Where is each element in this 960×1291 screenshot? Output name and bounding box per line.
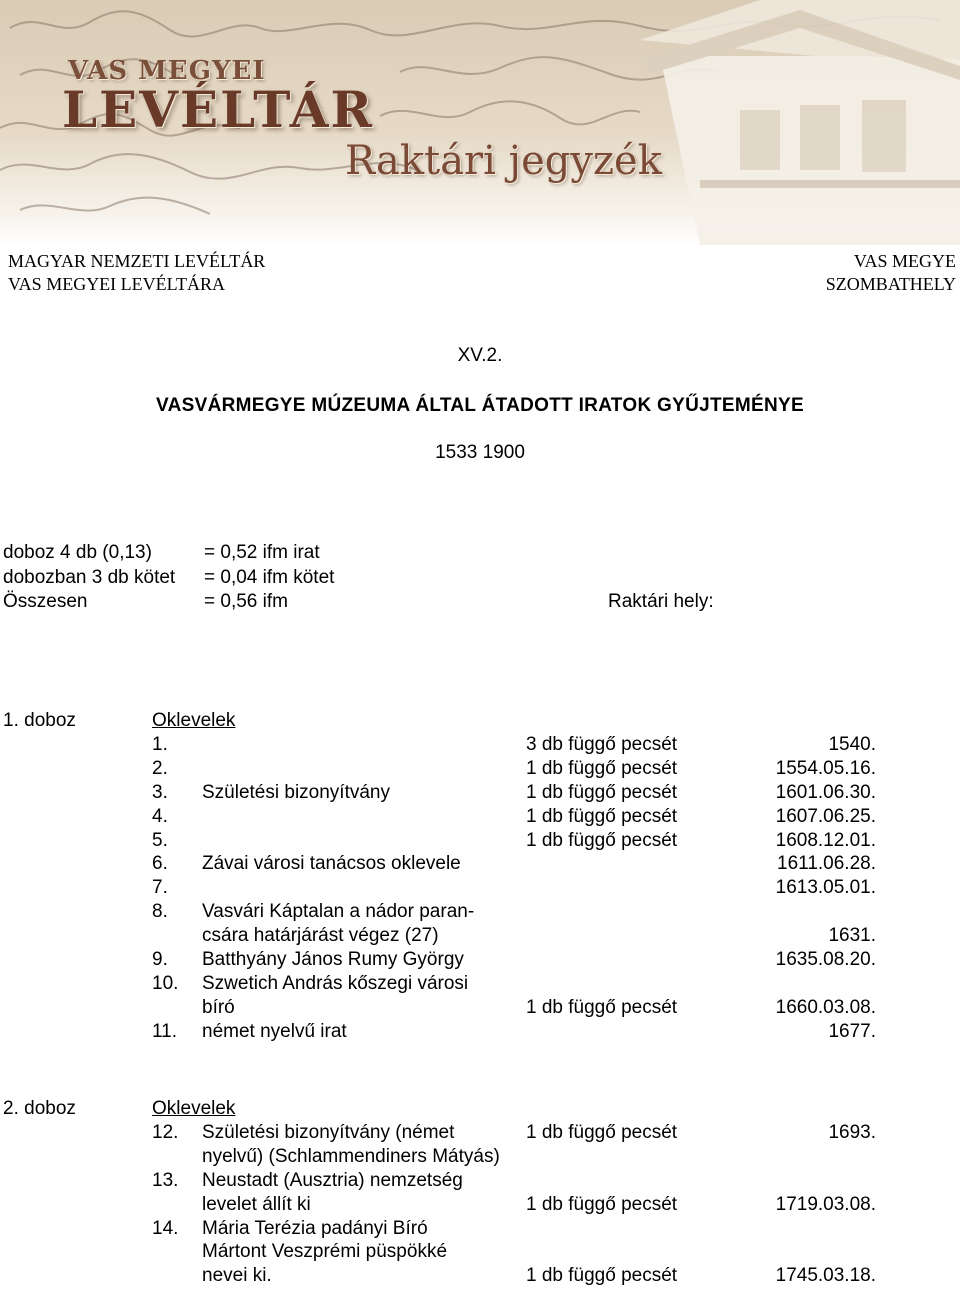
item-number: 12.	[152, 1121, 179, 1143]
item-seal: 3 db függő pecsét	[526, 733, 678, 755]
item-number: 2.	[152, 757, 168, 779]
item-date: 1608.12.01.	[775, 829, 876, 851]
item-description: német nyelvű irat	[202, 1020, 347, 1042]
item-date: 1719.03.08.	[775, 1193, 876, 1215]
item-date: 1745.03.18.	[775, 1265, 876, 1287]
item-number: 5.	[152, 829, 168, 851]
item-date: 1601.06.30.	[775, 781, 876, 803]
item-date: 1660.03.08.	[775, 996, 876, 1018]
banner	[0, 0, 960, 245]
header-org-line2: VAS MEGYEI LEVÉLTÁRA	[8, 274, 226, 294]
header-county: VAS MEGYE	[853, 251, 956, 271]
box-label: 2. doboz	[3, 1098, 76, 1119]
archive-logo-main: LEVÉLTÁR	[62, 80, 375, 139]
item-number: 14.	[152, 1217, 179, 1239]
item-number: 7.	[152, 877, 168, 899]
summary-value: = 0,04 ifm kötet	[204, 567, 335, 588]
header-org-line1: MAGYAR NEMZETI LEVÉLTÁR	[8, 251, 266, 271]
box-label: 1. doboz	[3, 710, 76, 731]
box-category: Oklevelek	[152, 710, 236, 731]
item-number: 1.	[152, 733, 168, 755]
item-date: 1693.	[828, 1121, 876, 1143]
item-description: Neustadt (Ausztria) nemzetség	[202, 1169, 463, 1191]
item-seal: 1 db függő pecsét	[526, 1193, 678, 1215]
item-description: bíró	[202, 996, 235, 1018]
item-description: csára határjárást végez (27)	[202, 925, 439, 947]
item-description: Születési bizonyítvány (német	[202, 1121, 455, 1143]
item-number: 6.	[152, 853, 168, 875]
item-description: nyelvű) (Schlammendiners Mátyás)	[202, 1145, 500, 1167]
item-date: 1613.05.01.	[775, 877, 876, 899]
item-seal: 1 db függő pecsét	[526, 805, 678, 827]
item-number: 3.	[152, 781, 168, 803]
summary-label: doboz 4 db (0,13)	[3, 542, 152, 563]
item-date: 1607.06.25.	[775, 805, 876, 827]
item-seal: 1 db függő pecsét	[526, 781, 678, 803]
storage-location-label: Raktári hely:	[608, 591, 714, 612]
item-seal: 1 db függő pecsét	[526, 757, 678, 779]
item-seal: 1 db függő pecsét	[526, 1265, 678, 1287]
item-number: 8.	[152, 901, 168, 923]
fonds-title: VASVÁRMEGYE MÚZEUMA ÁLTAL ÁTADOTT IRATOK GYŰJTEMÉNYE	[156, 395, 804, 416]
item-date: 1635.08.20.	[775, 949, 876, 970]
summary-label: Összesen	[3, 591, 88, 612]
item-date: 1540.	[828, 733, 876, 755]
item-number: 10.	[152, 972, 179, 994]
summary-value: = 0,56 ifm	[204, 591, 288, 612]
item-number: 9.	[152, 949, 168, 970]
item-date: 1611.06.28.	[777, 853, 876, 875]
header-city: SZOMBATHELY	[825, 274, 956, 294]
item-description: Závai városi tanácsos oklevele	[202, 853, 461, 875]
item-description: Vasvári Káptalan a nádor paran-	[202, 901, 475, 923]
fonds-years: 1533 1900	[435, 442, 525, 463]
item-date: 1677.	[828, 1020, 876, 1042]
item-description: Mária Terézia padányi Bíró	[202, 1217, 428, 1239]
item-number: 13.	[152, 1169, 179, 1191]
item-description: Mártont Veszprémi püspökké	[202, 1241, 448, 1263]
summary-value: = 0,52 ifm irat	[204, 542, 320, 563]
item-number: 11.	[152, 1020, 178, 1042]
item-date: 1631.	[828, 925, 876, 947]
item-seal: 1 db függő pecsét	[526, 829, 678, 851]
item-date: 1554.05.16.	[775, 757, 876, 779]
item-seal: 1 db függő pecsét	[526, 1121, 678, 1143]
item-seal: 1 db függő pecsét	[526, 996, 678, 1018]
item-description: nevei ki.	[202, 1265, 272, 1287]
item-description: Szwetich András kőszegi városi	[202, 972, 469, 994]
archive-logo-top: VAS MEGYEI	[68, 56, 266, 86]
item-description: levelet állít ki	[202, 1193, 311, 1215]
item-description: Születési bizonyítvány	[202, 781, 390, 803]
item-description: Batthyány János Rumy György	[202, 949, 464, 970]
document-type-heading: Raktári jegyzék	[345, 138, 662, 184]
fonds-code: XV.2.	[457, 345, 503, 366]
item-number: 4.	[152, 805, 168, 827]
box-category: Oklevelek	[152, 1098, 236, 1119]
summary-label: dobozban 3 db kötet	[3, 567, 176, 588]
